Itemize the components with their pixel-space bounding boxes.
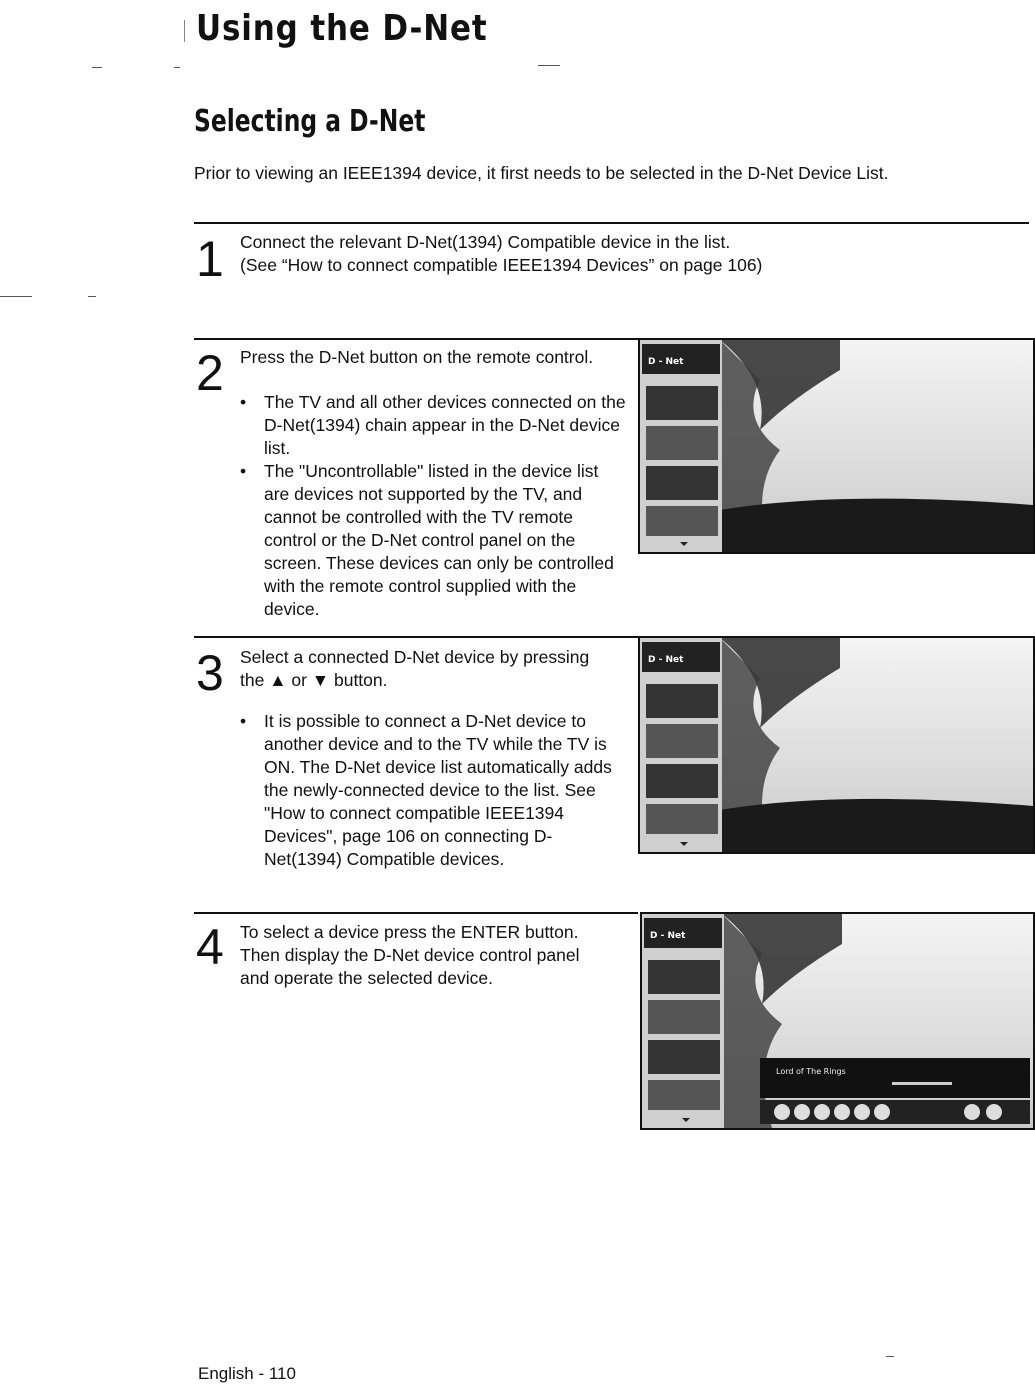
step-1-text [240,231,762,277]
step-divider [194,636,638,638]
step-number: 4 [196,919,224,975]
scan-speck [538,65,560,66]
step-4-line: and operate the selected device. [240,968,493,988]
scan-speck [92,67,102,68]
step-divider [194,912,638,914]
step-divider [194,338,638,340]
scan-speck [886,1356,894,1357]
tv-screen-illustration [638,636,1035,854]
step-1-line: Connect the relevant D-Net(1394) Compatible device in the list. [240,232,731,252]
scan-speck [0,296,32,297]
scan-speck [88,296,96,297]
scan-speck [174,67,180,68]
step-4-line: To select a device press the ENTER button. [240,922,579,942]
step-2-text [240,346,626,621]
step-2-line: Press the D-Net button on the remote control. [240,347,594,367]
step-3-line: the ▲ or ▼ button. [240,670,388,690]
section-title: Selecting a D-Net [194,104,426,139]
step-1-line: (See “How to connect compatible IEEE1394 Devices” on page 106) [240,255,763,275]
bullet-item: • It is possible to connect a D-Net device to another device and to the TV while the TV is ON. The D-Net device list automatically adds the newly-connected device to the list. See "How to connect compatible IEEE1394 Devices", page 106 on connecting D-Net(1394) Compatible devices. [240,710,626,871]
step-3-line: Select a connected D-Net device by pressing [240,647,590,667]
tv-screen-illustration [638,338,1035,554]
page-footer: English - 110 [198,1364,296,1383]
control-panel-title: Lord of The Rings [776,1067,846,1076]
bullet-item: • The TV and all other devices connected on the D-Net(1394) chain appear in the D-Net device list. [240,391,626,460]
step-4-text [240,921,580,990]
dnet-menu-label: D - Net [650,931,686,941]
bullet-item: • The "Uncontrollable" listed in the device list are devices not supported by the TV, and cannot be controlled with the TV remote control or the D-Net control panel on the screen. These devices can only be controlled with the remote control supplied with the device. [240,460,626,621]
step-number: 3 [196,645,224,701]
step-number: 1 [196,231,224,287]
page-title: Using the D-Net [196,8,488,49]
dnet-menu-label: D - Net [648,655,684,665]
tv-screen-illustration [640,912,1035,1130]
dnet-menu-label: D - Net [648,357,684,367]
step-3-bullets [240,710,626,871]
step-2-bullets [240,391,626,621]
margin-mark [184,20,185,42]
step-3-text [240,646,626,871]
step-divider [194,222,1029,224]
step-4-line: Then display the D-Net device control panel [240,945,580,965]
step-number: 2 [196,345,224,401]
intro-paragraph: Prior to viewing an IEEE1394 device, it first needs to be selected in the D-Net Device List. [194,163,889,183]
